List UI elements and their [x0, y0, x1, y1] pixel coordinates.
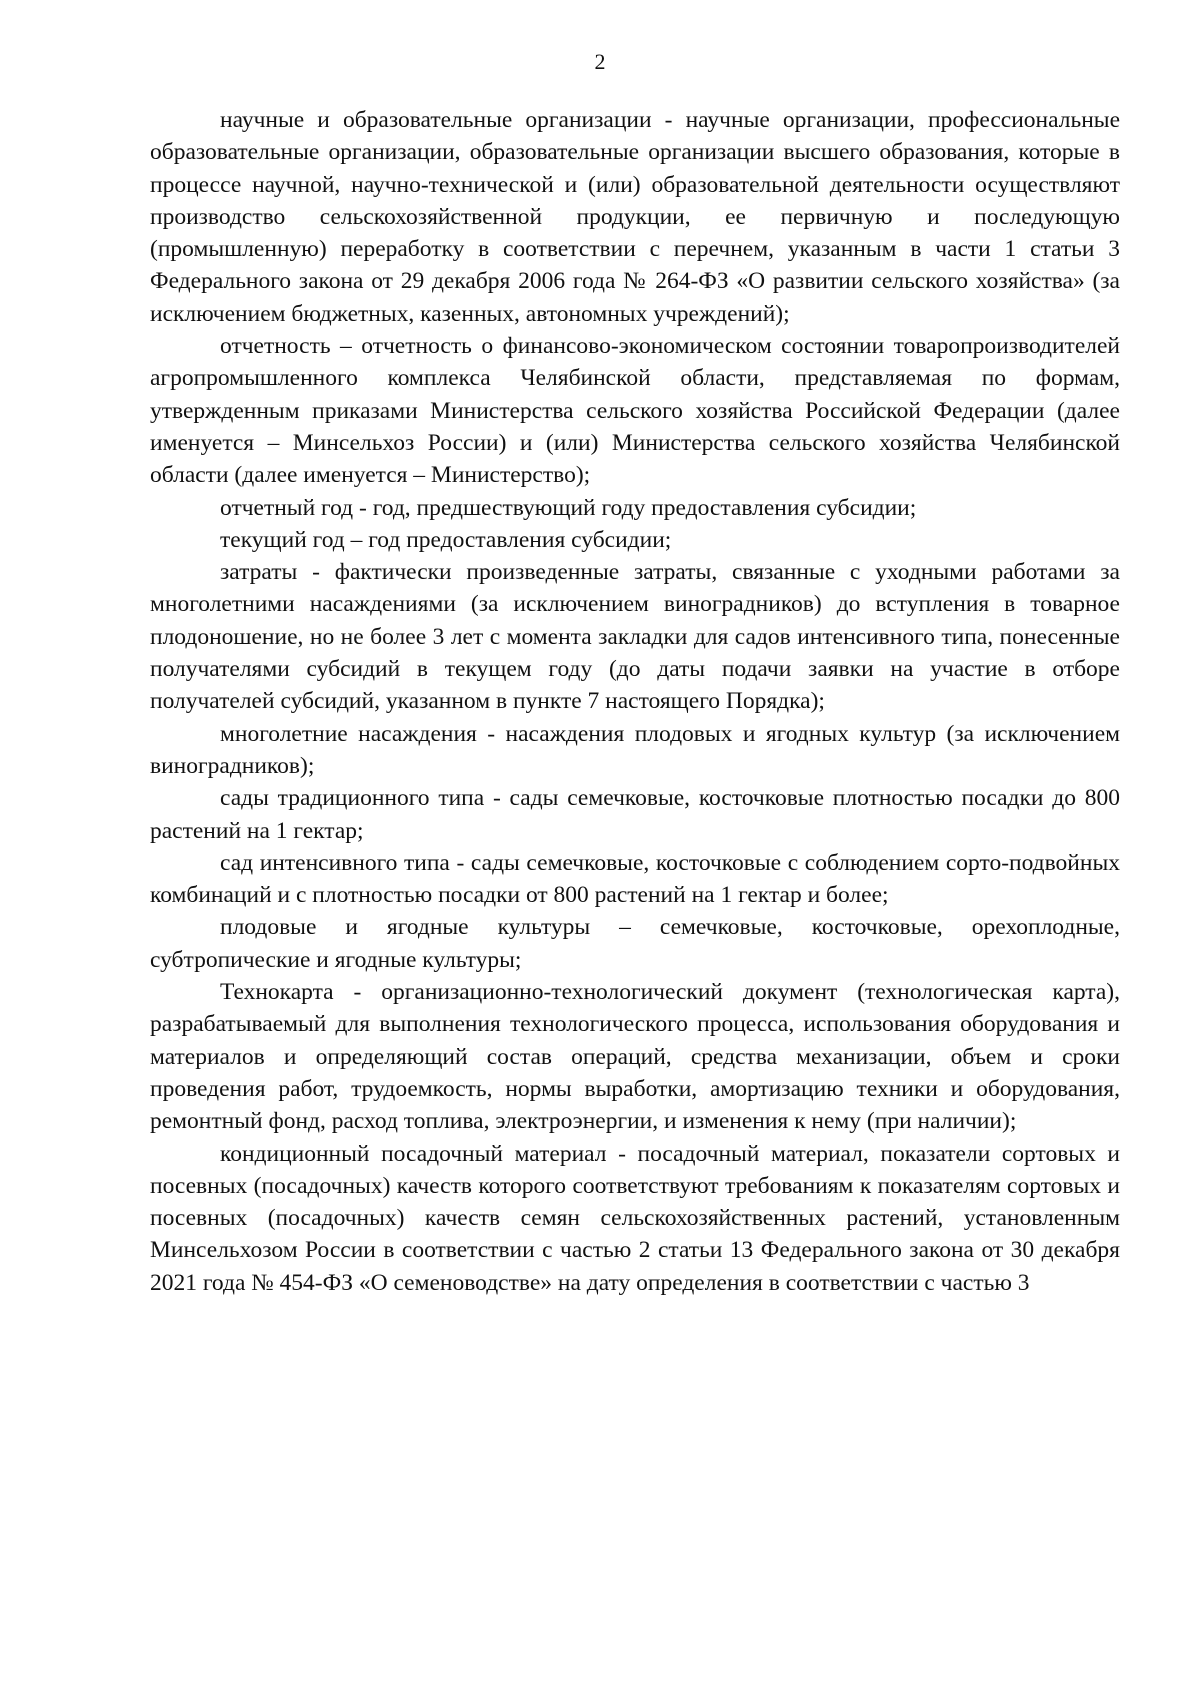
paragraph-traditional-gardens: сады традиционного типа - сады семечковые, косточковые плотностью посадки до 800 растений на 1 гектар;: [150, 785, 1120, 844]
paragraph-fruit-berry-crops: плодовые и ягодные культуры – семечковые, косточковые, орехоплодные, субтропические и ягодные культуры;: [150, 914, 1120, 973]
paragraph-costs: затраты - фактически произведенные затраты, связанные с уходными работами за многолетними насаждениями (за исключением виноградников) до вступления в товарное плодоношение, но не более 3 лет с момента закладки для садов интенсивного типа, понесенные получателями субсидий в текущем году (до даты подачи заявки на участие в отборе получателей субсидий, указанном в пункте 7 настоящего Порядка);: [150, 559, 1120, 715]
paragraph-intensive-garden: сад интенсивного типа - сады семечковые, косточковые с соблюдением сорто-подвойных комбинаций и с плотностью посадки от 800 растений на 1 гектар и более;: [150, 849, 1120, 909]
paragraph-planting-material: кондиционный посадочный материал - посадочный материал, показатели сортовых и посевных (посадочных) качеств которого соответствуют требованиям к показателям сортовых и посевных (посадочных) качеств семян сельскохозяйственных растений, установленным Минсельхозом России в соответствии с частью 2 статьи 13 Федерального закона от 30 декабря 2021 года № 454-ФЗ «О семеноводстве» на дату определения в соответствии с частью 3: [150, 1140, 1120, 1296]
document-body: [150, 104, 1120, 1299]
paragraph-reporting-year: отчетный год - год, предшествующий году предоставления субсидии;: [220, 494, 917, 521]
paragraph-current-year: текущий год – год предоставления субсидии;: [220, 526, 672, 553]
page-number: 2: [594, 49, 606, 74]
paragraph-reporting: отчетность – отчетность о финансово-экономическом состоянии товаропроизводителей агропромышленного комплекса Челябинской области, представляемая по формам, утвержденным приказами Министерства сельского хозяйства Российской Федерации (далее именуется – Минсельхоз России) и (или) Министерства сельского хозяйства Челябинской области (далее именуется – Министерство);: [150, 333, 1120, 489]
paragraph-perennial-plantings: многолетние насаждения - насаждения плодовых и ягодных культур (за исключением виноградников);: [150, 720, 1120, 779]
paragraph-science-organizations: научные и образовательные организации - научные организации, профессиональные образовательные организации, образовательные организации высшего образования, которые в процессе научной, научно-технической и (или) образовательной деятельности осуществляют производство сельскохозяйственной продукции, ее первичную и последующую (промышленную) переработку в соответствии с перечнем, указанным в части 1 статьи 3 Федерального закона от 29 декабря 2006 года № 264-ФЗ «О развитии сельского хозяйства» (за исключением бюджетных, казенных, автономных учреждений);: [150, 107, 1120, 327]
paragraph-technocard: Технокарта - организационно-технологический документ (технологическая карта), разрабатываемый для выполнения технологического процесса, использования оборудования и материалов и определяющий состав операций, средства механизации, объем и сроки проведения работ, трудоемкость, нормы выработки, амортизацию техники и оборудования, ремонтный фонд, расход топлива, электроэнергии, и изменения к нему (при наличии);: [150, 979, 1120, 1135]
